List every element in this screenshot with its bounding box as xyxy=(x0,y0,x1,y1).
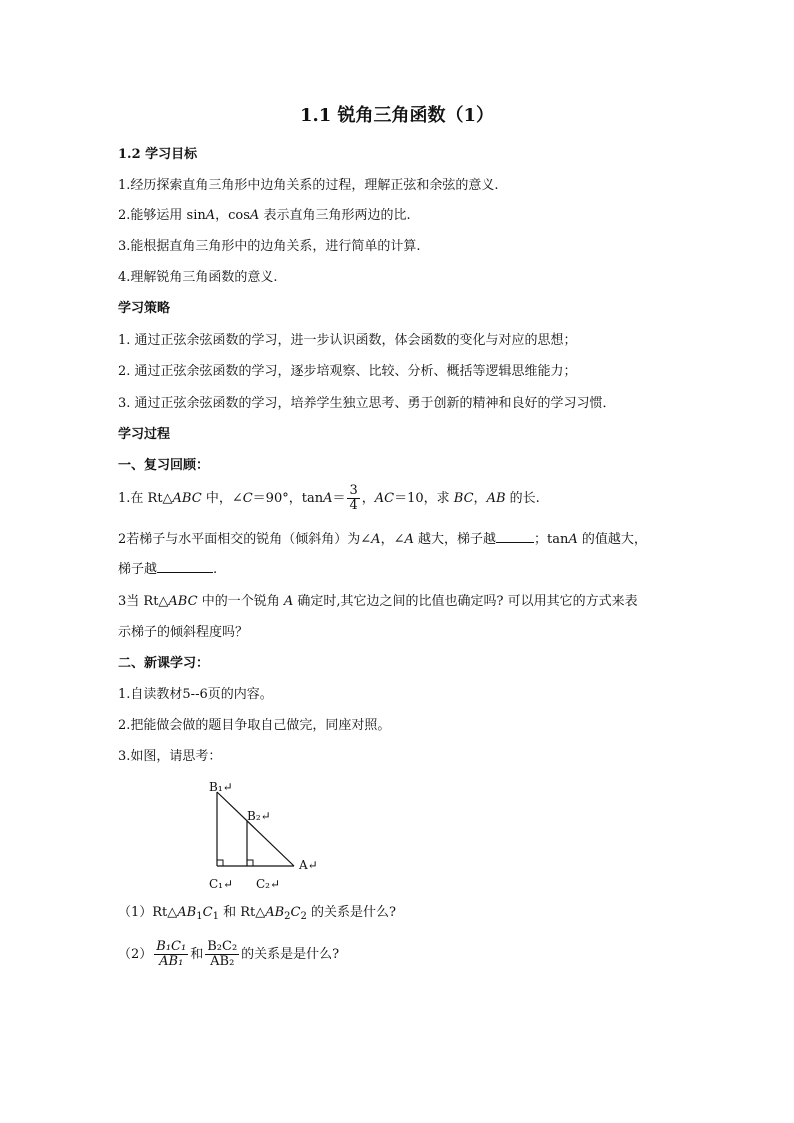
strategy-item-2: 2. 通过正弦余弦函数的学习，逐步培观察、比较、分析、概括等逻辑思维能力； xyxy=(118,364,577,379)
text: 中，∠ xyxy=(201,491,243,506)
review-question-1 xyxy=(118,484,540,513)
var: C xyxy=(290,905,301,920)
figure-question-2 xyxy=(118,940,339,969)
text: 1.在 Rt△ xyxy=(118,491,173,506)
objectives-heading: 1.2 学习目标 xyxy=(118,147,198,162)
answer-blank xyxy=(496,530,534,543)
var: AC xyxy=(374,491,395,506)
newlesson-item-3: 3.如图，请思考： xyxy=(118,749,222,764)
text: . xyxy=(213,562,218,577)
var: AB xyxy=(265,905,285,920)
text: 梯子越 xyxy=(118,562,158,577)
page-title: 1.1 锐角三角函数（1） xyxy=(299,105,495,126)
fraction-b1c1-ab1 xyxy=(154,940,188,969)
text: 的关系是是什么? xyxy=(241,947,340,962)
label-a: A↵ xyxy=(299,858,318,872)
var: A xyxy=(568,532,578,547)
strategy-item-3: 3. 通过正弦余弦函数的学习，培养学生独立思考、勇于创新的精神和良好的学习习惯． xyxy=(118,396,616,411)
triangle-figure xyxy=(200,775,330,895)
text: ，cos xyxy=(215,208,250,223)
subscript: 2 xyxy=(284,911,291,922)
text: （2） xyxy=(118,947,153,962)
objective-item-4: 4.理解锐角三角函数的意义. xyxy=(118,270,278,285)
label-c1: C₁↵ xyxy=(209,877,234,891)
fraction xyxy=(347,484,359,513)
var: BC xyxy=(453,491,474,506)
var: A xyxy=(323,491,333,506)
newlesson-item-2: 2.把能做会做的题目争取自己做完，同座对照。 xyxy=(118,718,391,733)
text: 中的一个锐角 xyxy=(197,594,284,609)
right-angle-mark-c1 xyxy=(217,860,223,866)
label-c2: C₂↵ xyxy=(256,877,281,891)
text: 的值越大， xyxy=(577,532,647,547)
review-heading: 一、复习回顾： xyxy=(118,458,210,473)
text: 确定时,其它边之间的比值也确定吗? 可以用其它的方式来表 xyxy=(293,594,638,609)
label-b2: B₂↵ xyxy=(247,809,271,823)
text: ，∠ xyxy=(380,532,405,547)
text: ， xyxy=(361,491,375,506)
text: 的关系是什么? xyxy=(306,905,396,920)
fraction-b2c2-ab2 xyxy=(205,940,239,969)
text: ＝10，求 xyxy=(394,491,454,506)
review-question-2 xyxy=(118,530,647,549)
var: C xyxy=(202,905,213,920)
objective-item-2 xyxy=(118,207,411,225)
var: A xyxy=(205,208,216,223)
review-question-2-cont xyxy=(118,560,217,579)
answer-blank xyxy=(157,560,213,573)
newlesson-heading: 二、新课学习： xyxy=(118,656,210,671)
text: ＝90°，tan xyxy=(252,491,324,506)
newlesson-item-1: 1.自读教材5--6页的内容。 xyxy=(118,687,273,702)
text: ， xyxy=(473,491,487,506)
process-heading: 学习过程 xyxy=(118,427,171,442)
figure-question-1 xyxy=(118,904,396,926)
review-question-3-cont: 示梯子的倾斜程度吗？ xyxy=(118,625,249,640)
text: 的长. xyxy=(505,491,540,506)
text: ；tan xyxy=(534,532,569,547)
fraction-numerator: B₂C₂ xyxy=(207,939,238,954)
subscript: 2 xyxy=(300,911,307,922)
subscript: 1 xyxy=(212,911,219,922)
text: 3当 Rt△ xyxy=(118,594,169,609)
side-b1a xyxy=(217,792,294,866)
text: 越大，梯子越 xyxy=(413,532,496,547)
fraction-denominator: 4 xyxy=(349,498,358,513)
var: ABC xyxy=(172,491,202,506)
review-question-3 xyxy=(118,593,638,611)
label-b1: B₁↵ xyxy=(209,780,233,794)
fraction-numerator: B₁C₁ xyxy=(156,939,187,954)
subscript: 1 xyxy=(196,911,203,922)
var: A xyxy=(249,208,260,223)
var: AB xyxy=(177,905,197,920)
var: ABC xyxy=(168,594,198,609)
var: A xyxy=(283,594,294,609)
objective-item-3: 3.能根据直角三角形中的边角关系，进行简单的计算. xyxy=(118,239,421,254)
fraction-numerator: 3 xyxy=(349,483,358,498)
var: C xyxy=(242,491,253,506)
text: 表示直角三角形两边的比. xyxy=(259,208,411,223)
text: 和 Rt△ xyxy=(218,905,266,920)
text: 和 xyxy=(190,947,204,962)
var: AB xyxy=(486,491,506,506)
fraction-denominator: AB₂ xyxy=(210,954,235,969)
text: ＝ xyxy=(332,491,346,506)
text: 2.能够运用 sin xyxy=(118,208,206,223)
var: A xyxy=(404,532,414,547)
strategy-item-1: 1. 通过正弦余弦函数的学习，进一步认识函数，体会函数的变化与对应的思想； xyxy=(118,333,577,348)
text: （1）Rt△ xyxy=(118,905,178,920)
var: A xyxy=(371,532,381,547)
objective-item-1: 1.经历探索直角三角形中边角关系的过程，理解正弦和余弦的意义. xyxy=(118,178,499,193)
text: 2若梯子与水平面相交的锐角（倾斜角）为∠ xyxy=(118,532,372,547)
strategy-heading: 学习策略 xyxy=(118,301,171,316)
right-angle-mark-c2 xyxy=(247,860,253,866)
fraction-denominator: AB₁ xyxy=(159,954,184,969)
